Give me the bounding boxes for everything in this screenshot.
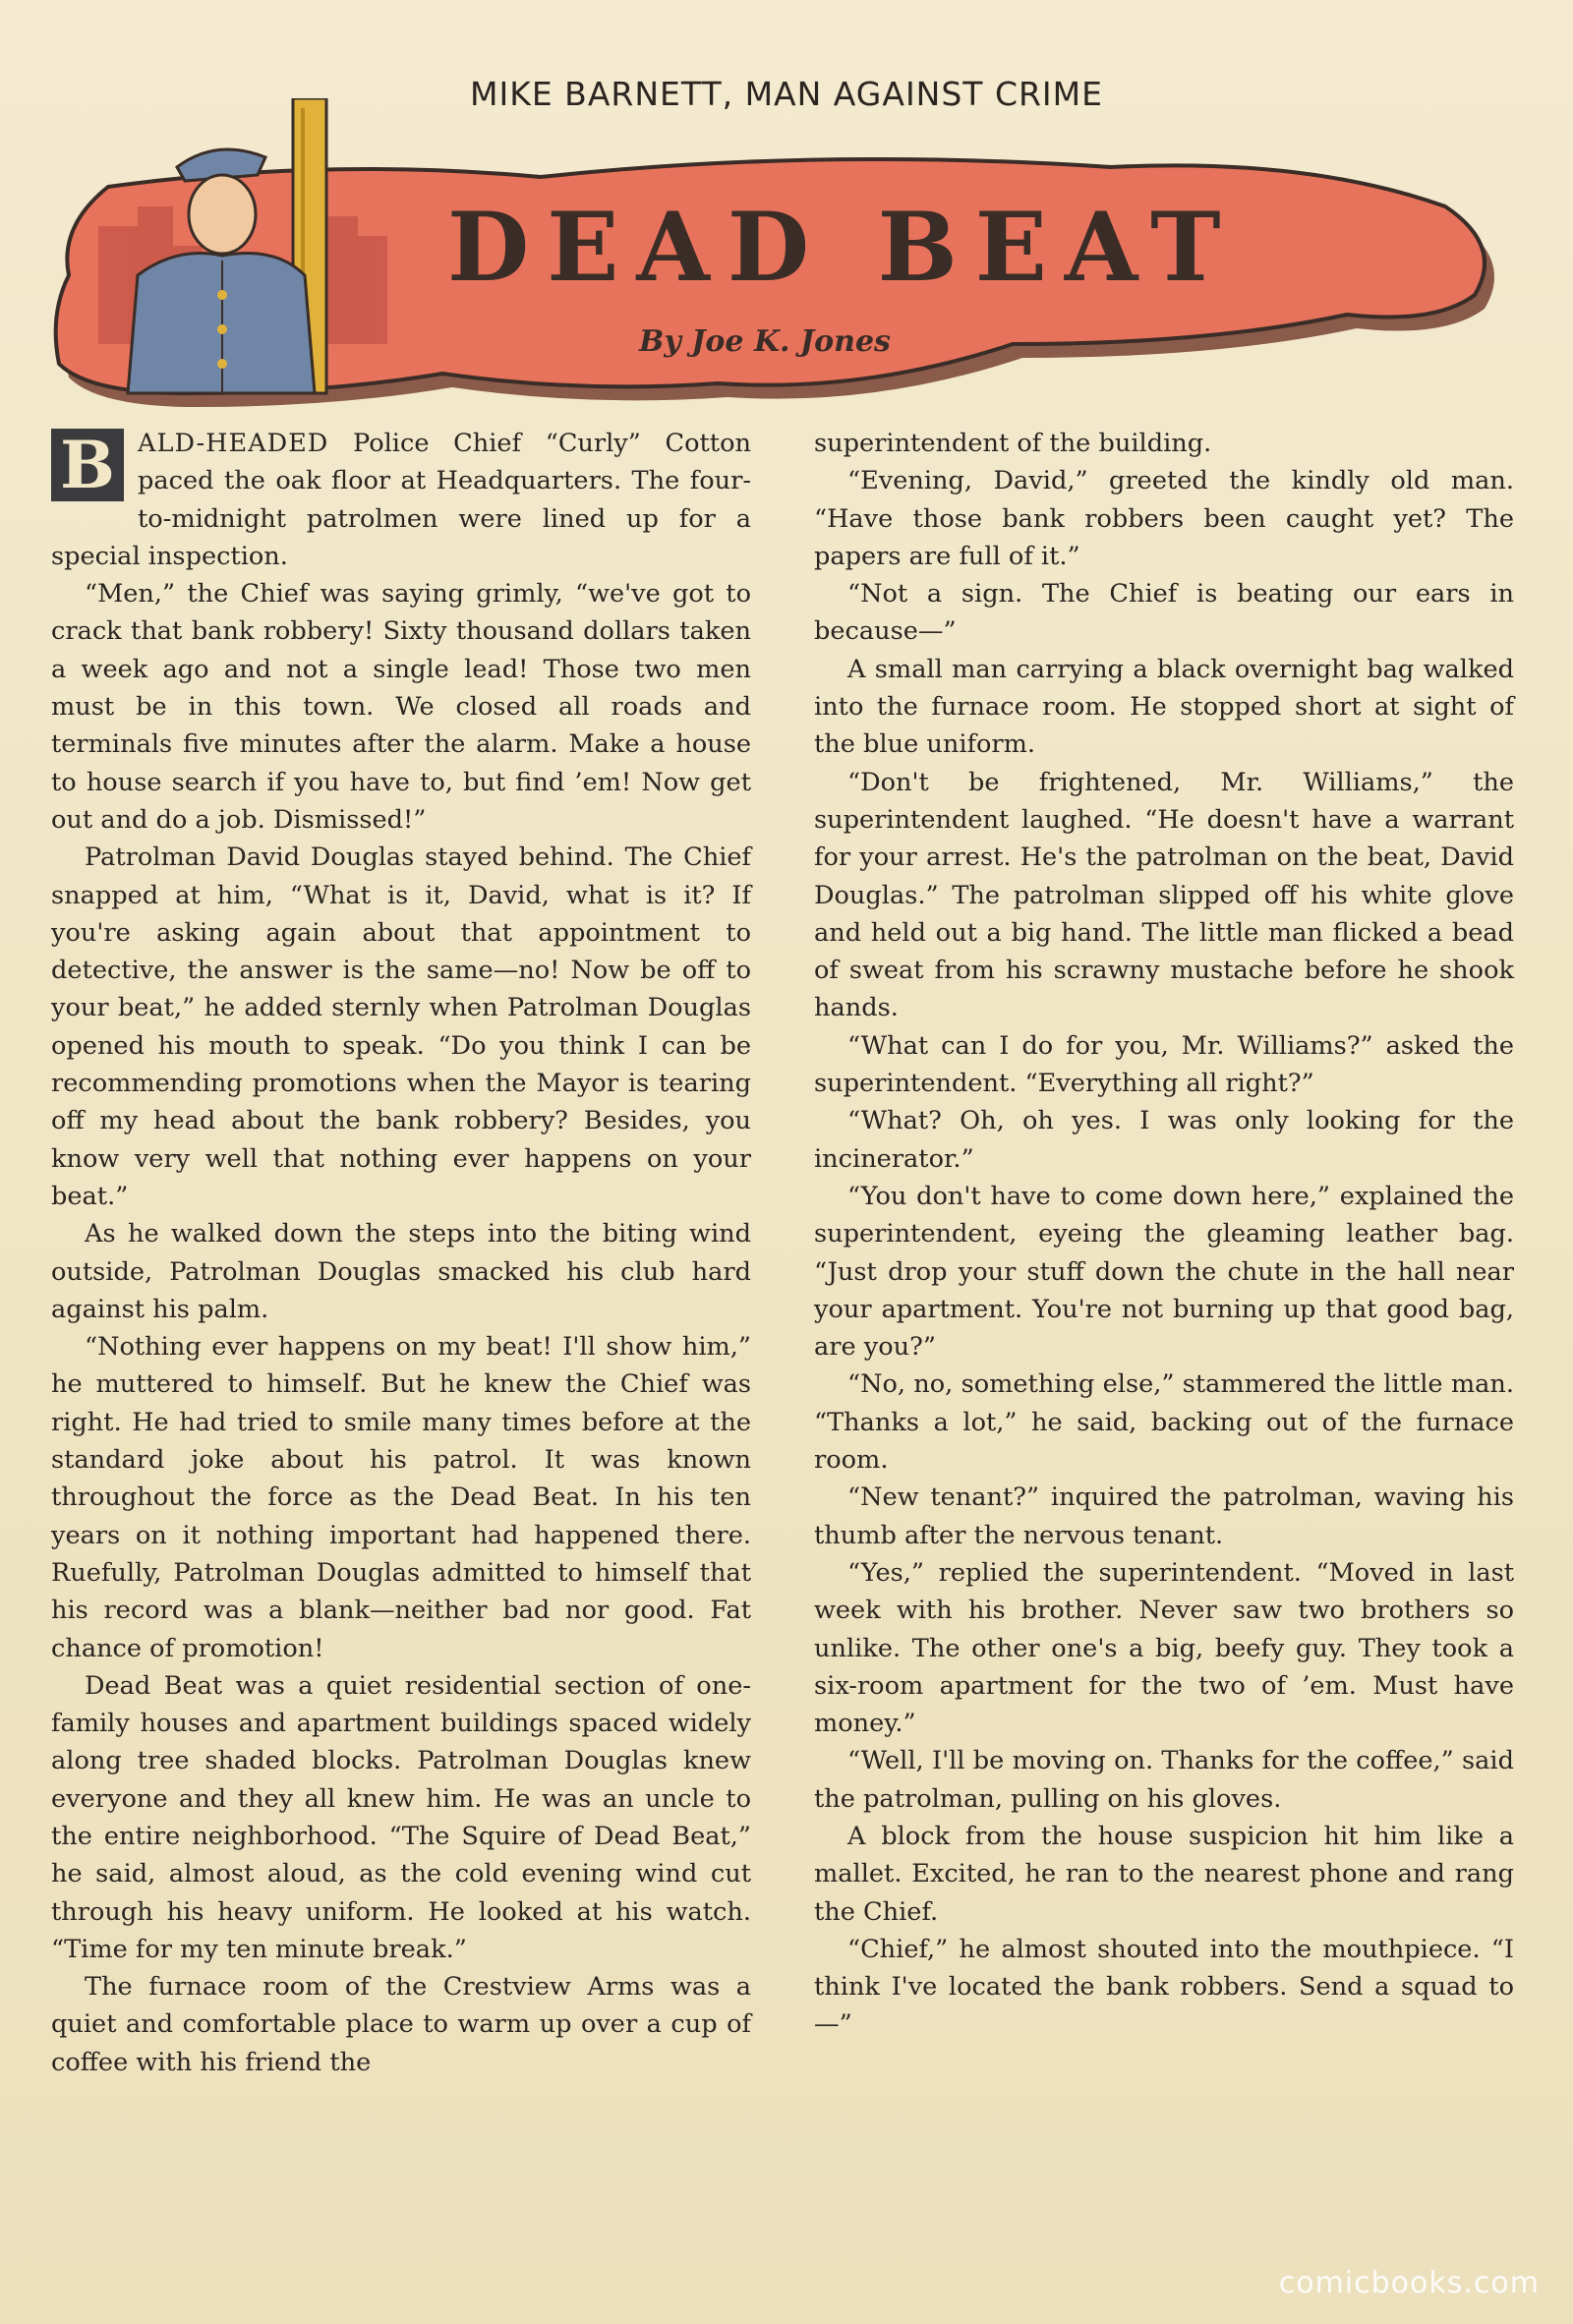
paragraph: Dead Beat was a quiet residential section of one-family houses and apartment buildings spaced widely along tree shaded blocks. Patrolman Douglas knew everyone and they all knew him. He was an uncle to the entire neighborhood. “The Squire of Dead Beat,” he said, almost aloud, as the cold evening wind cut through his heavy uniform. He looked at his watch. “Time for my ten minute break.” <box>51 1670 751 1964</box>
paragraph: A block from the house suspicion hit him like a mallet. Excited, he ran to the nearest phone and rang the Chief. <box>814 1821 1514 1927</box>
story-title: DEAD BEAT <box>447 192 1239 303</box>
paragraph: As he walked down the steps into the biting wind outside, Patrolman Douglas smacked his club hard against his palm. <box>51 1219 751 1324</box>
drop-cap: B <box>51 429 124 501</box>
paragraph: “Yes,” replied the superintendent. “Moved in last week with his brother. Never saw two brothers so unlike. The other one's a big, beefy guy. They took a six-room apartment for the two of ’em. Must have money.” <box>814 1557 1514 1739</box>
paragraph: The furnace room of the Crestview Arms was a quiet and comfortable place to warm up over a cup of coffee with his friend the <box>51 1972 751 2077</box>
paragraph: “Not a sign. The Chief is beating our ears in because—” <box>814 579 1514 647</box>
paragraph <box>51 425 751 575</box>
paragraph: A small man carrying a black overnight bag walked into the furnace room. He stopped short at sight of the blue uniform. <box>814 654 1514 760</box>
paragraph: “Nothing ever happens on my beat! I'll show him,” he muttered to himself. But he knew the Chief was right. He had tried to smile many times before at the standard joke about his patrol. It was known throughout the force as the Dead Beat. In his ten years on it nothing important had happened there. Ruefully, Patrolman Douglas admitted to himself that his record was a blank—neither bad nor good. Fat chance of promotion! <box>51 1332 751 1663</box>
paragraph: “Men,” the Chief was saying grimly, “we've got to crack that bank robbery! Sixty thousand dollars taken a week ago and not a single lead! Those two men must be in this town. We closed all roads and terminals five minutes after the alarm. Make a house to house search if you have to, but find ’em! Now get out and do a job. Dismissed!” <box>51 579 751 835</box>
paragraph: “What can I do for you, Mr. Williams?” asked the superintendent. “Everything all right?” <box>814 1030 1514 1099</box>
paragraph: “Well, I'll be moving on. Thanks for the coffee,” said the patrolman, pulling on his gloves. <box>814 1746 1514 1814</box>
paragraph-text: Police Chief “Curly” Cotton paced the oak floor at Headquarters. The four-to-midnight patrolmen were lined up for a special inspection. <box>51 429 751 571</box>
paragraph: “New tenant?” inquired the patrolman, waving his thumb after the nervous tenant. <box>814 1482 1514 1550</box>
paragraph: “Don't be frightened, Mr. Williams,” the superintendent laughed. “He doesn't have a warrant for your arrest. He's the patrolman on the beat, David Douglas.” The patrolman slipped off his white glove and held out a big hand. The little man flicked a bead of sweat from his scrawny mustache before he shook hands. <box>814 767 1514 1023</box>
byline: By Joe K. Jones <box>639 324 891 359</box>
left-column <box>51 425 751 2081</box>
watermark: comicbooks.com <box>1278 2266 1540 2300</box>
paragraph: Patrolman David Douglas stayed behind. The Chief snapped at him, “What is it, David, what is it? If you're asking again about that appointment to detective, the answer is the same—no! Now be off to your beat,” he added sternly when Patrolman Douglas opened his mouth to speak. “Do you think I can be recommending promotions when the Mayor is tearing off my head about the bank robbery? Besides, you know very well that nothing ever happens on your beat.” <box>51 842 751 1211</box>
paragraph: “No, no, something else,” stammered the little man. “Thanks a lot,” he said, backing out of the furnace room. <box>814 1369 1514 1476</box>
paragraph: “Evening, David,” greeted the kindly old man. “Have those bank robbers been caught yet? The papers are full of it.” <box>814 466 1514 571</box>
paragraph: “Chief,” he almost shouted into the mouthpiece. “I think I've located the bank robbers. Send a squad to—” <box>814 1934 1514 2040</box>
right-column <box>814 425 1514 2044</box>
paragraph: “What? Oh, oh yes. I was only looking for the incinerator.” <box>814 1106 1514 1174</box>
paragraph: “You don't have to come down here,” explained the superintendent, eyeing the gleaming leather bag. “Just drop your stuff down the chute in the hall near your apartment. You're not burning up that good bag, are you?” <box>814 1181 1514 1363</box>
paragraph: superintendent of the building. <box>814 429 1212 458</box>
lead-in: ALD-HEADED <box>138 429 329 458</box>
running-head: MIKE BARNETT, MAN AGAINST CRIME <box>470 75 1103 113</box>
